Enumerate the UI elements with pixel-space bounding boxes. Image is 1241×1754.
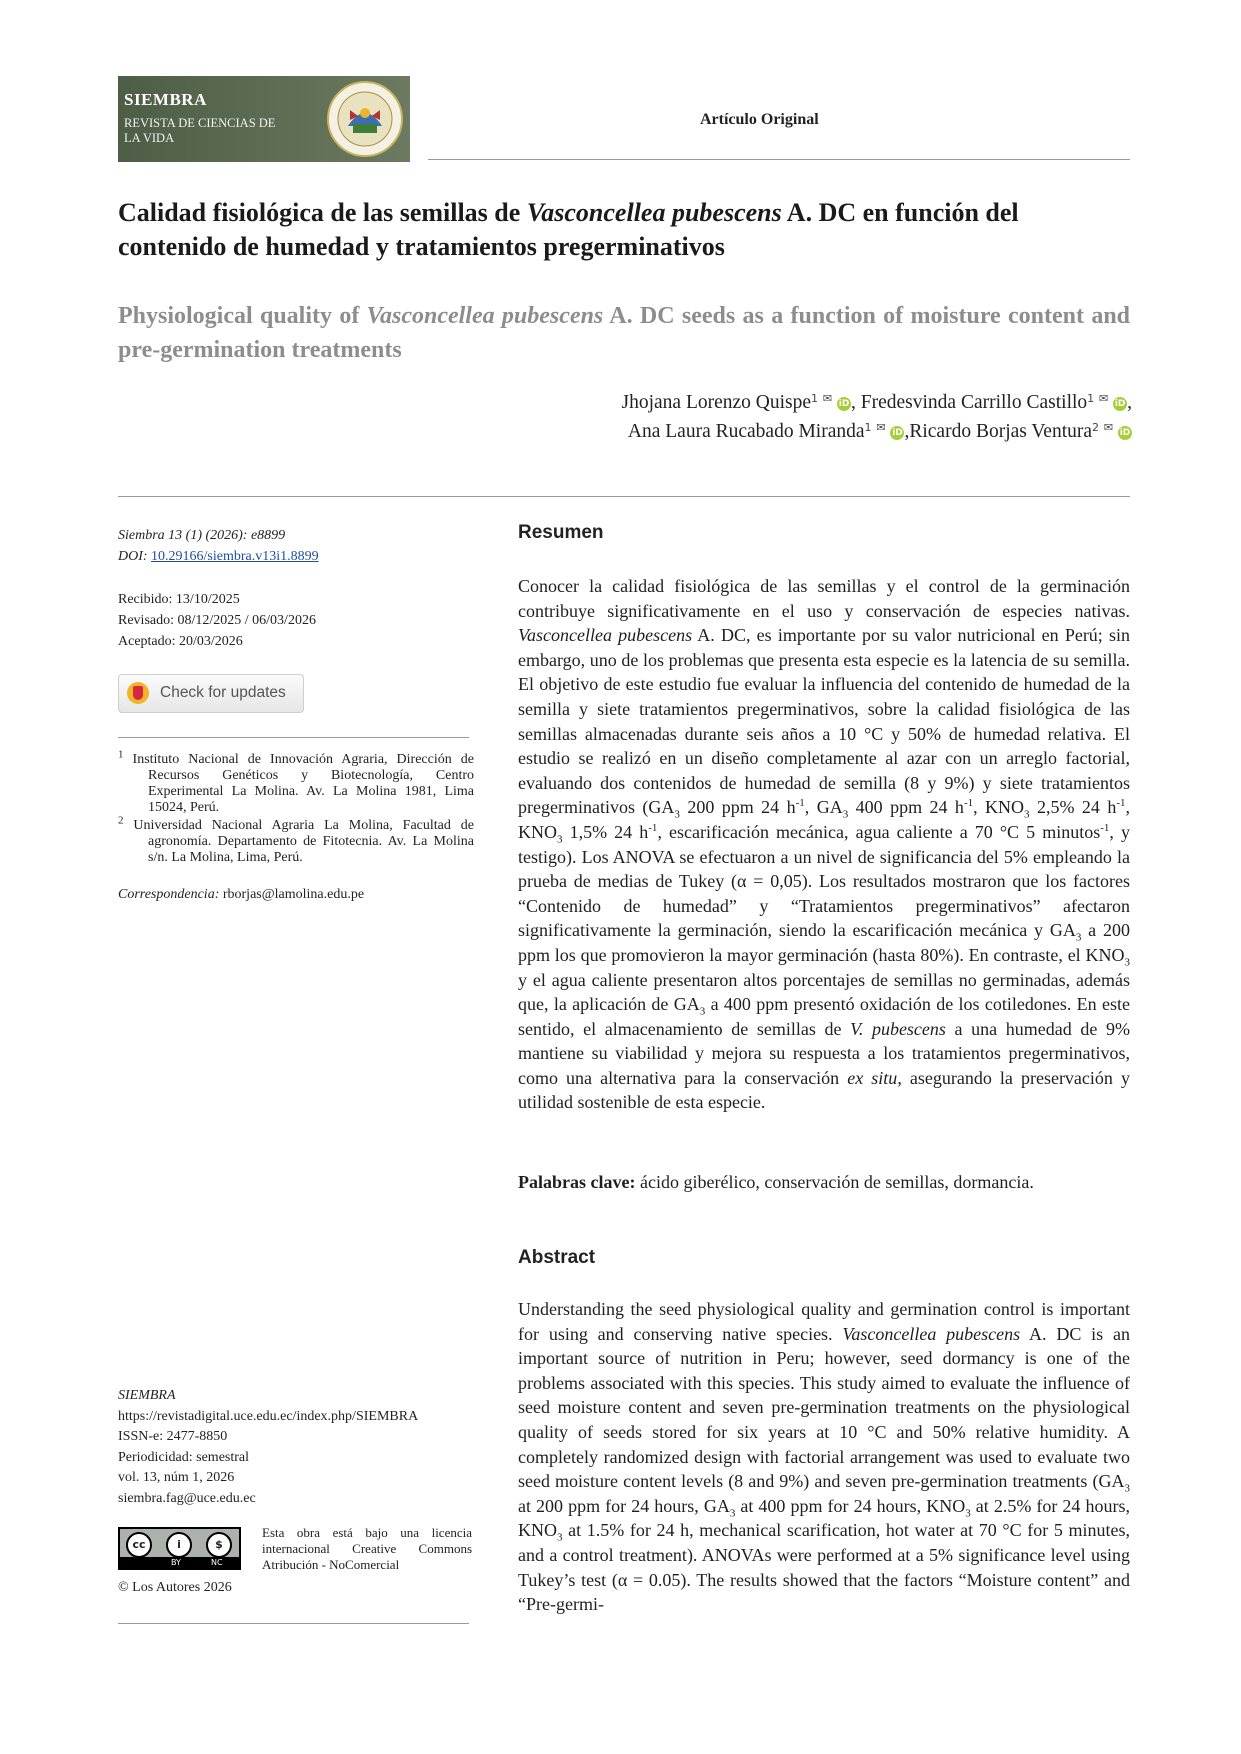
journal-banner — [118, 76, 410, 162]
journal-name: SIEMBRA — [124, 90, 207, 109]
affiliation-1: Instituto Nacional de Innovación Agraria, Dirección de Recursos Genéticos y Biotecnología, Centro Experimental La Molina. Av. La Molina 1981, Lima 15024, Perú. — [132, 752, 474, 815]
email-icon[interactable]: ✉ — [1099, 392, 1109, 405]
left-divider — [118, 737, 469, 738]
cc-license-badge[interactable]: cc i $ BY NC — [118, 1527, 241, 1570]
journal-email[interactable]: siembra.fag@uce.edu.ec — [118, 1490, 256, 1506]
university-seal-logo — [326, 80, 404, 158]
noncommercial-icon: $ — [206, 1532, 232, 1558]
author-name[interactable]: Fredesvinda Carrillo Castillo — [860, 392, 1088, 413]
received-date: Recibido: 13/10/2025 — [118, 592, 240, 607]
orcid-icon[interactable]: iD — [892, 428, 903, 438]
resumen-heading: Resumen — [518, 522, 604, 543]
doi-link[interactable]: 10.29166/siembra.v13i1.8899 — [151, 549, 319, 564]
citation: Siembra 13 (1) (2026): e8899 — [118, 528, 286, 543]
email-icon[interactable]: ✉ — [822, 392, 833, 405]
copyright: © Los Autores 2026 — [118, 1580, 232, 1595]
journal-info-name: SIEMBRA — [118, 1388, 176, 1403]
journal-subtitle: REVISTA DE CIENCIAS DE LA VIDA — [124, 116, 276, 145]
keywords: Palabras clave: ácido giberélico, conservación de semillas, dormancia. — [518, 1172, 1034, 1192]
citation-block: Siembra 13 (1) (2026): e8899 DOI: 10.29166/siembra.v13i1.8899 — [118, 528, 319, 564]
abstract-body: Understanding the seed physiological quality and germination control is important for using and conserving native species. Vasconcellea pubescens A. DC is an important source of nutrition in Peru; however, seed dormancy is one of the problems associated with this species. This study aimed to evaluate the influence of seed moisture content and seven pre-germination treatments on the physiological quality of seeds stored for six years at 10 °C and 50% relative humidity. A completely randomized design with factorial arrangement was used to evaluate two seed moisture content levels (8 and 9%) and seven pre-germination treatments ($GA_3$ at 200 ppm for 24 hours, $GA_3$ at 400 ppm for 24 hours, $KNO_3$ at 2.5% for 24 hours, $KNO_3$ at 1.5% for 24 h, mechanical scarification, hot water at 70 °C for 5 minutes, and a control treatment). ANOVAs were performed at a 5% significance level using Tukey’s test (α = 0.05). The results showed that the factors “Moisture content” and “Pre-germi- — [518, 1299, 1130, 1615]
header-divider — [428, 159, 1130, 160]
abstract-heading: Abstract — [518, 1247, 596, 1268]
journal-issn: ISSN-e: 2477-8850 — [118, 1429, 228, 1444]
correspondence-email[interactable]: rborjas@lamolina.edu.pe — [222, 887, 365, 902]
journal-info — [118, 1386, 474, 1509]
author-line-2: Ana Laura Rucabado Miranda$^1$ ✉ iD,Ricardo Borjas Ventura$^2$ ✉ iD — [627, 421, 1131, 442]
orcid-icon[interactable]: iD — [1114, 399, 1126, 409]
correspondence: Correspondencia: rborjas@lamolina.edu.pe — [118, 887, 365, 902]
orcid-icon[interactable]: iD — [1119, 428, 1131, 438]
check-for-updates-button[interactable]: Check for updates — [118, 674, 304, 713]
email-icon[interactable]: ✉ — [876, 421, 886, 434]
author-line-1: Jhojana Lorenzo Quispe$^1$ ✉ iD, Fredesvinda Carrillo Castillo$^1$ ✉ iD, — [621, 392, 1132, 413]
bookmark-icon — [127, 682, 149, 704]
cc-icon: cc — [126, 1532, 152, 1558]
bottom-divider — [118, 1623, 469, 1624]
author-name[interactable]: Ricardo Borjas Ventura — [909, 421, 1093, 442]
affiliations: $^1$ Instituto Nacional de Innovación Agraria, Dirección de Recursos Genéticos y Biotecnología, Centro Experimental La Molina. Av. La Molina 1981, Lima 15024, Perú. $^2$ Universidad Nacional Agraria La Molina, Facultad de agronomía. Departamento de Fitotecnia. Av. La Molina s/n. La Molina, Lima, Perú. — [118, 748, 474, 865]
attribution-icon: i — [166, 1532, 192, 1558]
journal-url[interactable]: https://revistadigital.uce.edu.ec/index.php/SIEMBRA — [118, 1408, 419, 1424]
article-type: Artículo Original — [700, 111, 819, 128]
author-name[interactable]: Jhojana Lorenzo Quispe — [621, 392, 812, 413]
article-title-es: Calidad fisiológica de las semillas de Vasconcellea pubescens A. DC en función del contenido de humedad y tratamientos pregerminativos — [118, 198, 1019, 261]
species-name-en: Vasconcellea pubescens — [366, 303, 604, 329]
dates-block — [118, 589, 474, 652]
species-name: Vasconcellea pubescens — [526, 198, 782, 227]
accepted-date: Aceptado: 20/03/2026 — [118, 634, 243, 649]
affiliation-2: Universidad Nacional Agraria La Molina, Facultad de agronomía. Departamento de Fitotecnia. Av. La Molina s/n. La Molina, Lima, Perú. — [133, 818, 474, 865]
journal-periodicity: Periodicidad: semestral — [118, 1449, 250, 1465]
section-divider — [118, 496, 1130, 497]
author-name[interactable]: Ana Laura Rucabado Miranda — [627, 421, 865, 442]
revised-date: Revisado: 08/12/2025 / 06/03/2026 — [118, 613, 316, 628]
orcid-icon[interactable]: iD — [838, 399, 850, 409]
resumen-body: Conocer la calidad fisiológica de las semillas y el control de la germinación contribuye significativamente en el uso y conservación de especies nativas. Vasconcellea pubescens A. DC, es importante por su valor nutricional en Perú; sin embargo, uno de los problemas que presenta esta especie es la latencia de su semilla. El objetivo de este estudio fue evaluar la influencia del contenido de humedad de la semilla y siete tratamientos pregerminativos, sobre la calidad fisiológica de las semillas almacenadas durante seis años a 10 °C y 50% de humedad relativa. El estudio se realizó en un diseño completamente al azar con un arreglo factorial, evaluando dos contenidos de humedad de semilla (8 y 9%) y siete tratamientos pregerminativos ($GA_3$ 200 ppm 24 $h^{-1}$, $GA_3$ 400 ppm 24 $h^{-1}$, $KNO_3$ 2,5% 24 $h^{-1}$, $KNO_3$ 1,5% 24 $h^{-1}$, escarificación mecánica, agua caliente a 70 °C 5 minutos$^{-1}$, y testigo). Los ANOVA se efectuaron a un nivel de significancia del 5% empleando la prueba de medias de Tukey (α = 0,05). Los resultados mostraron que los factores “Contenido de humedad” y “Tratamientos pregerminativos” afectaron significativamente la germinación, siendo la escarificación mecánica y $GA_3$ a 200 ppm los que promovieron la mayor germinación (hasta 80%). En contraste, el $KNO_3$ y el agua caliente presentaron altos porcentajes de semillas no germinadas, además que, la aplicación de $GA_3$ a 400 ppm presentó oxidación de los cotiledones. En este sentido, el almacenamiento de semillas de V. pubescens a una humedad de 9% mantiene su viabilidad y mejora su respuesta a los tratamientos pregerminativos, como una alternativa para la conservación ex situ, asegurando la preservación y utilidad sostenible de esta especie. — [518, 576, 1131, 1113]
article-title-en: Physiological quality of Vasconcellea pubescens A. DC seeds as a function of moisture content and pre-germination treatments — [118, 303, 1131, 363]
journal-volume: vol. 13, núm 1, 2026 — [118, 1470, 235, 1485]
email-icon[interactable]: ✉ — [1103, 421, 1114, 434]
license-text: Esta obra está bajo una licencia internacional Creative Commons Atribución - NoComercial — [262, 1525, 472, 1572]
